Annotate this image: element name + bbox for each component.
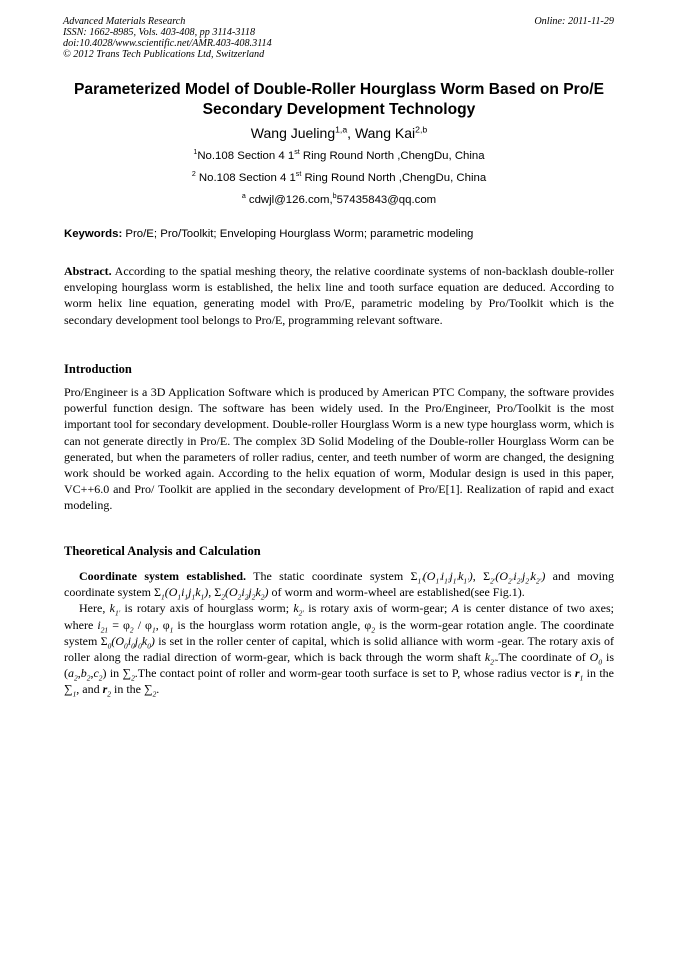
keywords-text: Pro/E; Pro/Toolkit; Enveloping Hourglass Worm; parametric modeling bbox=[122, 228, 474, 240]
affiliation-mark: 2 bbox=[191, 171, 196, 179]
title-line-1: Parameterized Model of Double-Roller Hourglass Worm Based on Pro/E bbox=[74, 81, 604, 98]
copyright-line: © 2012 Trans Tech Publications Ltd, Switzerland bbox=[63, 49, 265, 60]
affiliation-2: $^2$ No.108 Section 4 1st Ring Round North ,ChengDu, China bbox=[191, 171, 487, 184]
equation-static-systems: $\Sigma_{1'}(O_{1'}i_{1'}j_{1'}k_{1'})$, $\Sigma_{2'}(O_{2'}i_{2'}j_{2'}k_{2'})$ bbox=[410, 569, 546, 586]
theory-body bbox=[64, 568, 614, 698]
abstract-label: Abstract. bbox=[64, 264, 112, 278]
email-link[interactable]: cdwjl@126.com, bbox=[245, 194, 333, 206]
symbol-k2prime: $k_{2'}$ bbox=[293, 601, 304, 618]
issn-line: ISSN: 1662-8985, Vols. 403-408, pp 3114-3118 bbox=[63, 27, 256, 38]
symbol-r1: $r_1$ bbox=[574, 666, 584, 683]
keywords bbox=[64, 227, 614, 241]
paragraph-coordinate-systems: Coordinate system established. The static coordinate system $\Sigma_{1'}(O_{1'}i_{1'}j_{1'}k_{1'})$, $\Sigma_{2'}(O_{2'}i_{2'}j_{2'}k_{2'})$ and moving coordinate system $\Sigma_1(O_1i_1j_1k_1)$, $\Sigma_2(O_2i_2j_2k_2)$ of worm and worm-wheel are established(see Fig.1). bbox=[64, 569, 614, 602]
run-in-heading: Coordinate system established. bbox=[79, 569, 247, 583]
email-link[interactable]: 57435843@qq.com bbox=[336, 194, 437, 206]
section-heading: Theoretical Analysis and Calculation bbox=[64, 544, 261, 558]
symbol-k1prime: $k_{1'}$ bbox=[109, 601, 121, 618]
doi-line: doi:10.4028/www.scientific.net/AMR.403-408.3114 bbox=[63, 38, 272, 49]
author-separator: , bbox=[347, 125, 355, 141]
coordinate-tuple: $a_2,b_2,c_2$ bbox=[68, 666, 103, 683]
keywords-label: Keywords: bbox=[64, 228, 123, 240]
affiliation-mark: 1 bbox=[193, 149, 198, 157]
equation-moving-systems: $\Sigma_1(O_1i_1j_1k_1)$, $\Sigma_2(O_2i_2j_2k_2)$ bbox=[153, 585, 269, 602]
equation-ratio: $i_{21} = \varphi_2 / \varphi_1$, $\varphi_1$ bbox=[97, 617, 174, 634]
abstract-text: According to the spatial meshing theory, the relative coordinate systems of non-backlash double-roller enveloping hourglass worm is established, the helix line and tooth surface equation are deduced. According to worm helix line equation, generating model with Pro/E, parametric modeling by Pro/Toolkit which is the secondary development tool belongs to Pro/E, programming relevant software. bbox=[64, 264, 614, 327]
author-affiliation-mark: 2,b bbox=[415, 124, 428, 135]
abstract bbox=[64, 263, 614, 328]
journal-name: Advanced Materials Research bbox=[63, 16, 186, 27]
author-name: Wang Jueling bbox=[250, 125, 336, 141]
symbol-phi2: $\varphi_2$ bbox=[364, 617, 376, 634]
symbol-sigma1: $\sum_1$ bbox=[64, 682, 77, 699]
symbol-O0: $O_0$ bbox=[589, 650, 603, 667]
author-name: Wang Kai bbox=[354, 125, 416, 141]
introduction-text: Pro/Engineer is a 3D Application Software which is produced by American PTC Company, the software provides powerful function design. The software has been widely used. In the Pro/Engineer, Pro/Toolkit is the most important tool for secondary development. Double-roller Hourglass Worm is a new type hourglass worm, which is can not generate directly in Pro/E. The complex 3D Solid Modeling of the Double-roller Hourglass Worm can be generated, but when the parameters of roller radius, center, and teeth number of worm are changed, the designing work should be worked again. According to the helix equation of worm, Modular design is used in this paper, VC++6.0 and Pro/ Toolkit are applied in the secondary development of Pro/E[1]. Realization of rapid and exact modeling. bbox=[64, 385, 614, 513]
symbol-sigma2: $\sum_2$ bbox=[122, 666, 135, 683]
equation-roller-system: $\Sigma_0(O_0i_0j_0k_0)$ bbox=[100, 633, 155, 651]
author-affiliation-mark: 1,a bbox=[335, 124, 348, 135]
journal-metadata bbox=[63, 16, 272, 60]
symbol-sigma2: $\sum_2$ bbox=[144, 682, 157, 699]
symbol-A: A bbox=[451, 601, 459, 616]
affiliation-1: $^1$No.108 Section 4 1st Ring Round North ,ChengDu, China bbox=[193, 149, 485, 162]
paragraph-axes-definition: Here, $k_{1'}$ is rotary axis of hourglass worm; $k_{2'}$ is rotary axis of worm-gear; A is center distance of two axes; where $i_{21} = \varphi_2 / \varphi_1$, $\varphi_1$ is the hourglass worm rotation angle, $\varphi_2$ is the worm-gear rotation angle. The coordinate system $\Sigma_0(O_0i_0j_0k_0)$ is set in the roller center of capital, which is solid alliance with worm -gear. The rotary axis of roller along the radial direction of worm-gear, which is back through the worm shaft $k_{2'}.The$ coordinate of $O_0$ is $(a_2,b_2,c_2)$ in $\sum_2.The$ contact point of roller and worm-gear tooth surface is set to P, whose radius vector is $r_1$ in the $\sum_1$, and $r_2$ in the $\sum_2$. bbox=[64, 601, 615, 699]
symbol-k2prime: $k_{2'}$ bbox=[484, 650, 496, 667]
author-list bbox=[0, 124, 678, 142]
title-line-2: Secondary Development Technology bbox=[202, 101, 476, 118]
author-emails: $^a$ cdwjl@126.com,$^b$57435843@qq.com bbox=[241, 193, 437, 206]
online-date: Online: 2011-11-29 bbox=[534, 16, 614, 27]
paper-title bbox=[50, 80, 628, 120]
section-heading: Introduction bbox=[64, 362, 132, 376]
symbol-r2: $r_2$ bbox=[102, 682, 111, 699]
